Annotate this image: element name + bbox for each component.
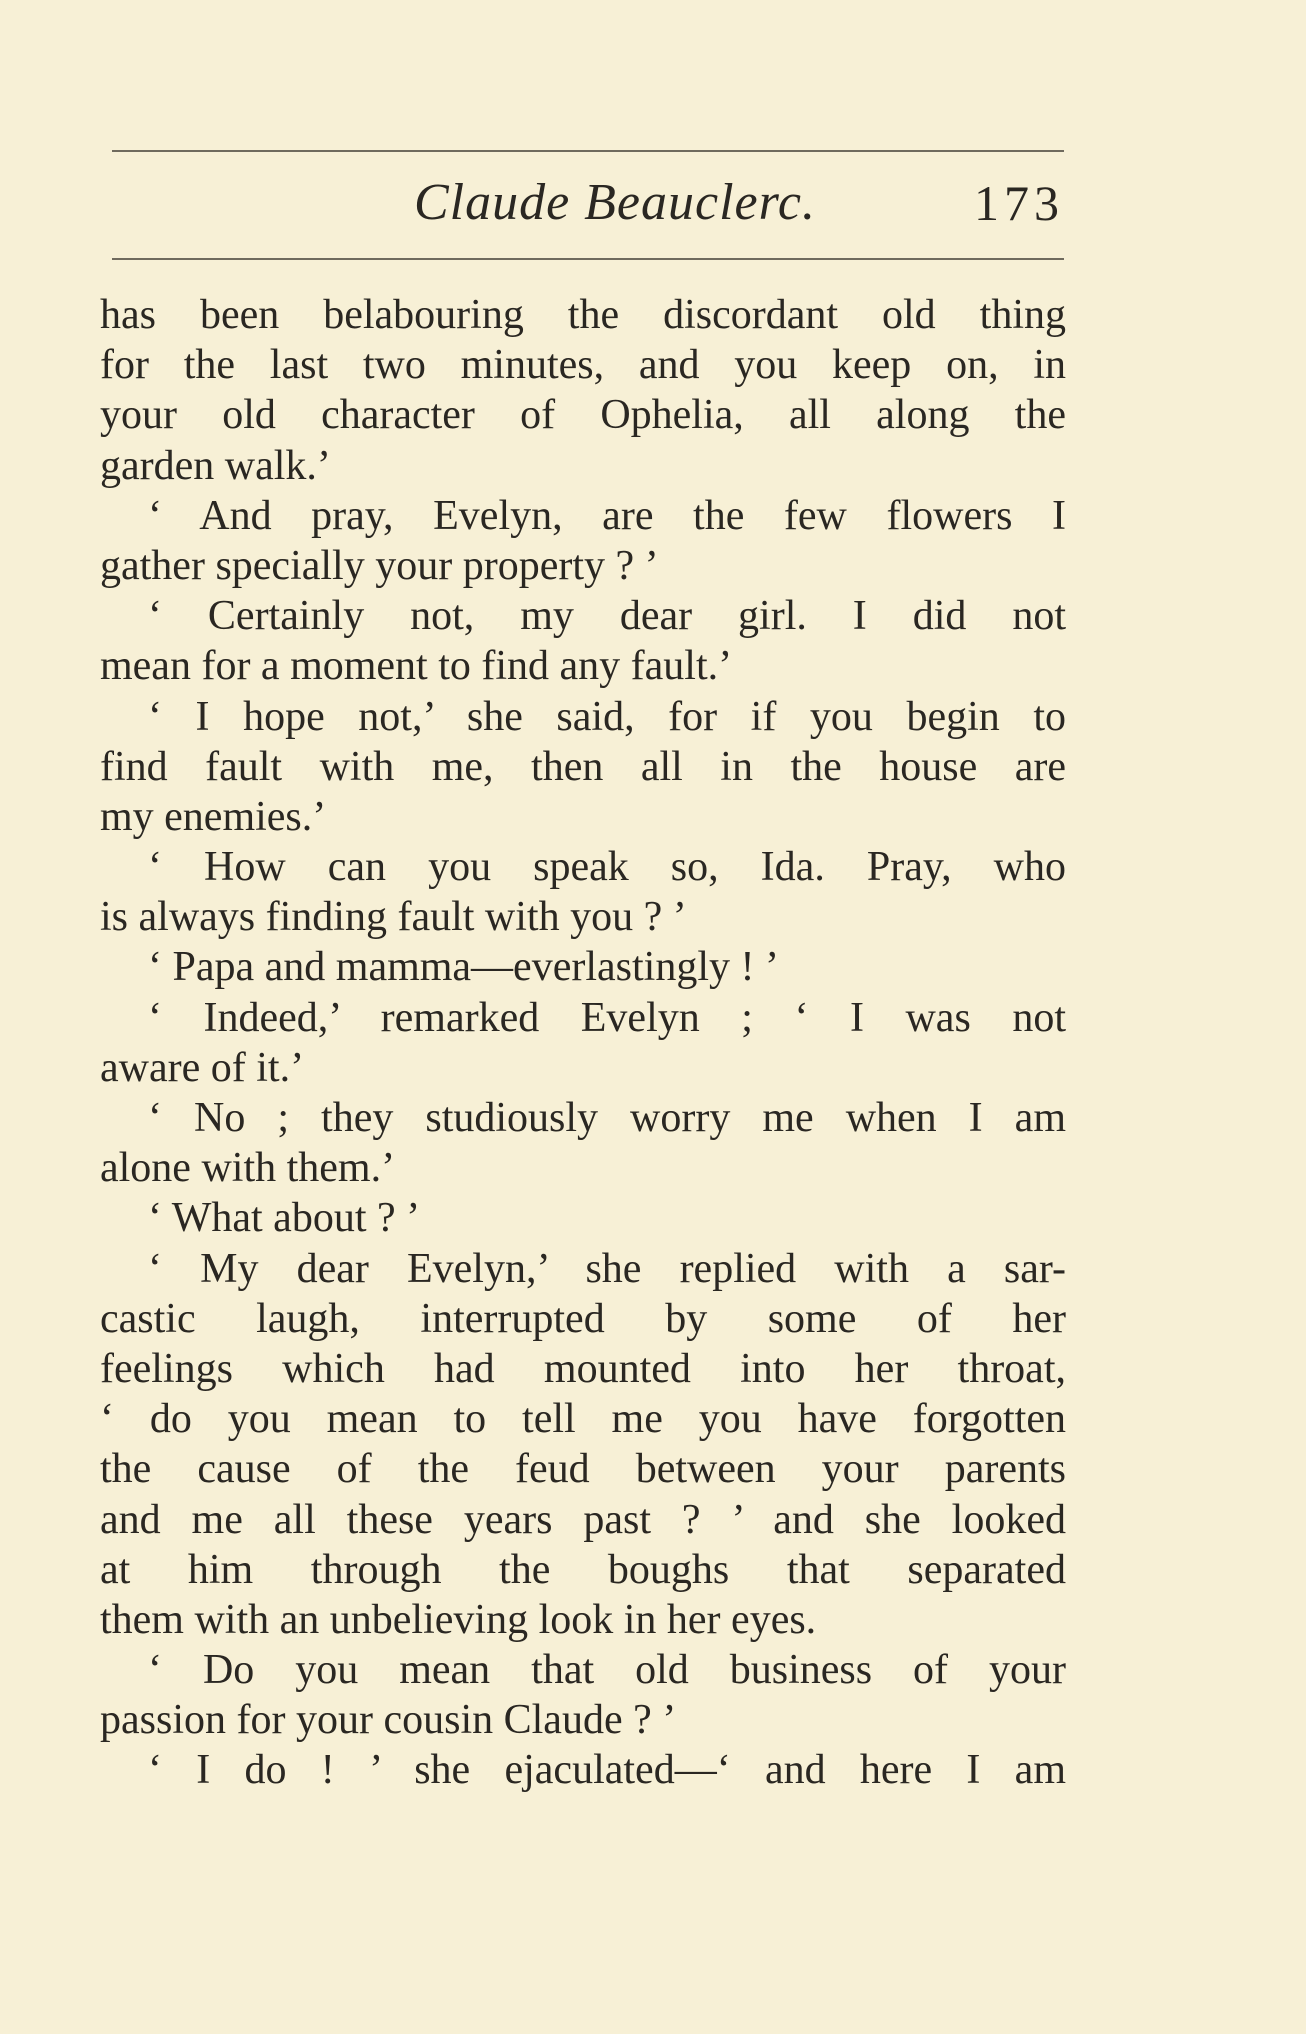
text-line: them with an unbelieving look in her eyes. xyxy=(100,1596,817,1643)
header-bottom-rule xyxy=(112,258,1064,260)
text-line: alone with them.’ xyxy=(100,1145,396,1192)
text-line: has been belabouring the discordant old thing xyxy=(100,292,1066,338)
text-line: the cause of the feud between your parents xyxy=(100,1446,1066,1493)
text-line: and me all these years past ? ’ and she looked xyxy=(100,1496,1066,1543)
text-line: find fault with me, then all in the house are xyxy=(100,743,1066,790)
text-line: feelings which had mounted into her throat, xyxy=(100,1345,1066,1392)
text-line: ‘ And pray, Evelyn, are the few flowers I xyxy=(148,492,1066,539)
running-head xyxy=(112,168,1064,238)
text-line: ‘ How can you speak so, Ida. Pray, who xyxy=(148,844,1066,891)
text-line: passion for your cousin Claude ? ’ xyxy=(100,1697,677,1744)
text-line: at him through the boughs that separated xyxy=(100,1546,1066,1593)
text-line: ‘ I do ! ’ she ejaculated—‘ and here I am xyxy=(148,1747,1066,1794)
text-line: ‘ Papa and mamma—everlastingly ! ’ xyxy=(148,944,779,991)
text-line: ‘ No ; they studiously worry me when I am xyxy=(148,1095,1066,1141)
text-line: ‘ My dear Evelyn,’ she replied with a sar- xyxy=(148,1245,1066,1292)
header-top-rule xyxy=(112,150,1064,152)
text-line: ‘ Do you mean that old business of your xyxy=(148,1647,1066,1694)
text-line: aware of it.’ xyxy=(100,1044,305,1091)
body-text xyxy=(100,290,1066,1796)
text-line: castic laugh, interrupted by some of her xyxy=(100,1295,1066,1342)
text-line: is always finding fault with you ? ’ xyxy=(100,894,687,941)
text-line: my enemies.’ xyxy=(100,793,327,840)
text-line: ‘ I hope not,’ she said, for if you begin to xyxy=(148,693,1066,740)
text-line: your old character of Ophelia, all along the xyxy=(100,392,1066,439)
text-line: ‘ Indeed,’ remarked Evelyn ; ‘ I was not xyxy=(148,994,1066,1041)
text-line: garden walk.’ xyxy=(100,442,331,489)
running-title: Claude Beauclerc. xyxy=(413,174,816,231)
page-number: 173 xyxy=(974,175,1064,231)
text-line: for the last two minutes, and you keep on, in xyxy=(100,342,1066,389)
text-line: mean for a moment to find any fault.’ xyxy=(100,643,733,690)
text-line: ‘ Certainly not, my dear girl. I did not xyxy=(148,593,1066,640)
text-line: gather specially your property ? ’ xyxy=(100,542,659,589)
text-line: ‘ do you mean to tell me you have forgotten xyxy=(100,1396,1066,1443)
text-line: ‘ What about ? ’ xyxy=(148,1195,421,1242)
